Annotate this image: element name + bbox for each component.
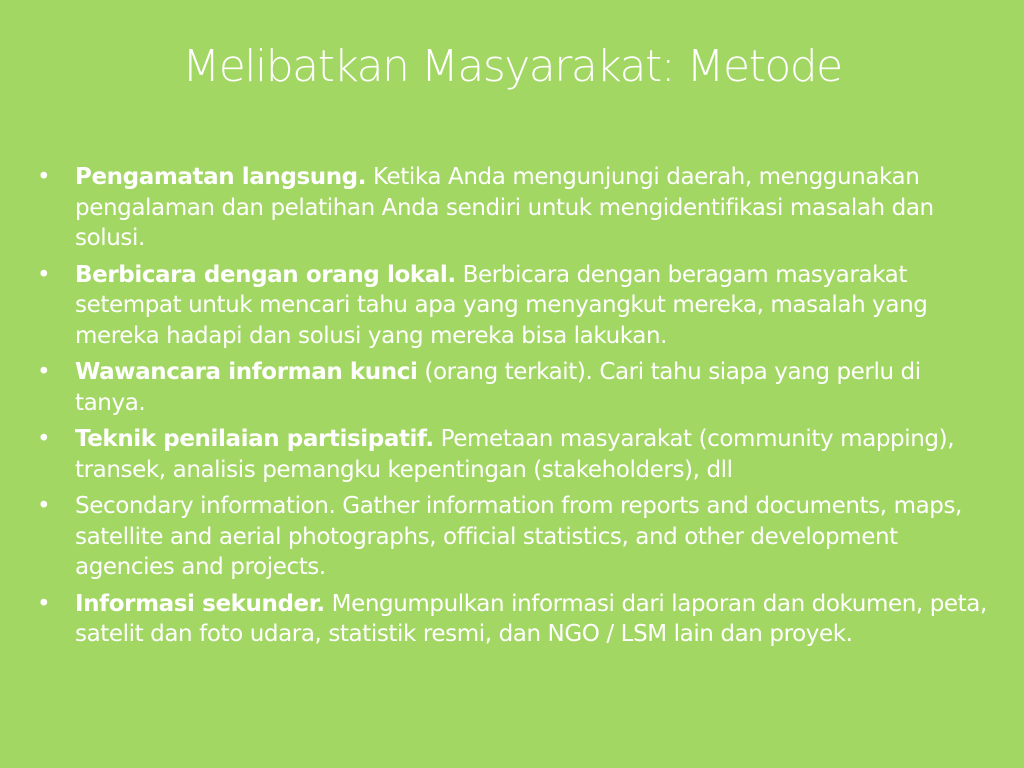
- bullet-dot-icon: •: [37, 164, 51, 190]
- bullet-heading: Pengamatan langsung.: [75, 164, 367, 190]
- bullet-dot-icon: •: [37, 590, 51, 617]
- bullet-heading: Wawancara informan kunci: [75, 359, 418, 385]
- bullet-dot-icon: •: [37, 426, 51, 452]
- bullet-text: Pemetaan masyarakat (community mapping), transek, analisis pemangku kepentingan (stakeholders), dll: [75, 426, 955, 483]
- bullet-heading: Berbicara dengan orang lokal.: [75, 261, 456, 288]
- bullet-text: Ketika Anda mengunjungi daerah, menggunakan pengalaman dan pelatihan Anda sendiri untuk mengidentifikasi masalah dan solusi.: [75, 164, 934, 251]
- bullet-heading: Teknik penilaian partisipatif.: [75, 426, 434, 452]
- bullet-dot-icon: •: [37, 359, 51, 385]
- bullet-item: [37, 162, 987, 254]
- bullet-heading: Informasi sekunder.: [75, 590, 325, 617]
- bullet-text: Secondary information. Gather information from reports and documents, maps, satellite and aerial photographs, official statistics, and other development agencies and projects.: [75, 493, 962, 580]
- slide-title: Melibatkan Masyarakat: Metode: [182, 41, 842, 92]
- bullet-item: [37, 589, 987, 650]
- bullet-item: [37, 491, 987, 583]
- bullet-list: [37, 162, 987, 656]
- bullet-text: (orang terkait). Cari tahu siapa yang perlu di tanya.: [75, 359, 921, 416]
- bullet-text: Berbicara dengan beragam masyarakat setempat untuk mencari tahu apa yang menyangkut mereka, masalah yang mereka hadapi dan solusi yang mereka bisa lakukan.: [75, 261, 928, 349]
- bullet-item: [37, 424, 987, 485]
- bullet-item: [37, 260, 987, 352]
- bullet-text: Mengumpulkan informasi dari laporan dan dokumen, peta, satelit dan foto udara, statistik resmi, dan NGO / LSM lain dan proyek.: [75, 590, 987, 647]
- bullet-dot-icon: •: [37, 261, 51, 288]
- bullet-item: [37, 357, 987, 418]
- bullet-dot-icon: •: [37, 493, 51, 519]
